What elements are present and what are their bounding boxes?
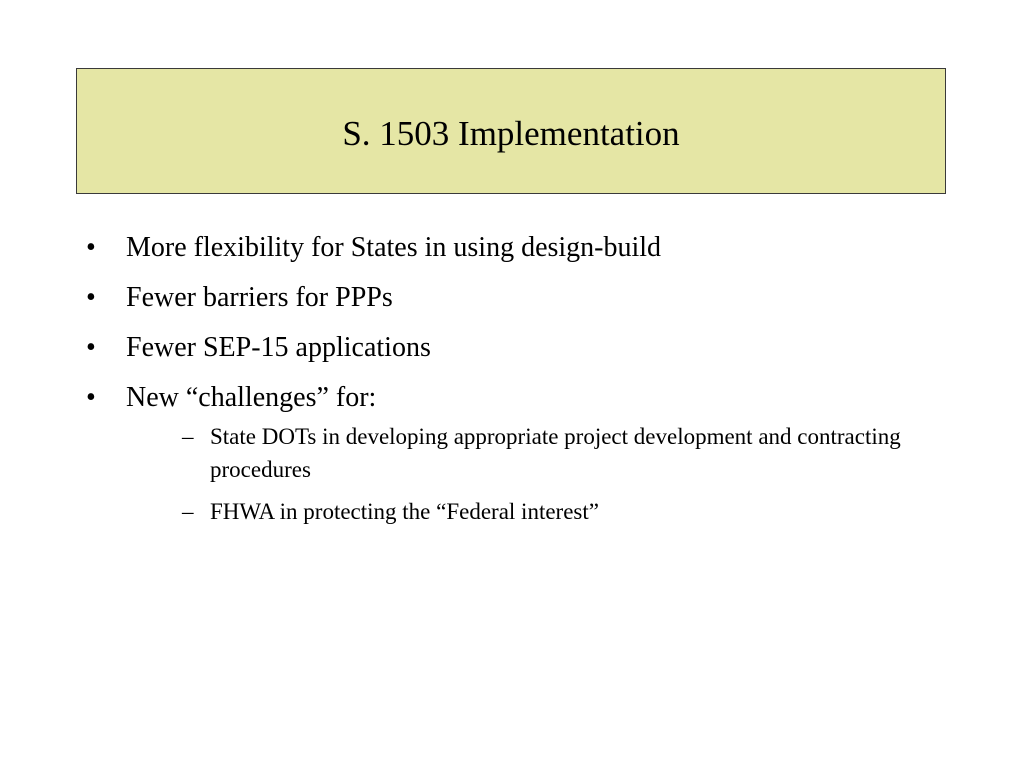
sub-bullet-item	[126, 420, 990, 486]
sub-bullet-item	[126, 495, 990, 528]
sub-bullet-text: FHWA in protecting the “Federal interest”	[210, 499, 599, 524]
bullet-text: New “challenges” for:	[126, 382, 377, 413]
title-box	[76, 68, 946, 194]
sub-bullet-marker: –	[182, 499, 194, 524]
bullet-marker: •	[86, 232, 96, 263]
bullet-item	[86, 228, 946, 268]
sub-bullet-text: State DOTs in developing appropriate project development and contracting procedures	[210, 424, 901, 482]
sub-bullet-marker: –	[182, 424, 194, 449]
bullet-item	[86, 328, 946, 368]
bullet-text: Fewer SEP-15 applications	[126, 332, 431, 363]
bullet-item	[86, 278, 946, 318]
slide-body	[86, 228, 946, 538]
sub-bullet-list	[126, 420, 946, 528]
bullet-text: More flexibility for States in using design-build	[126, 232, 662, 263]
bullet-marker: •	[86, 382, 96, 413]
slide-title: S. 1503 Implementation	[342, 113, 680, 153]
bullet-marker: •	[86, 332, 96, 363]
bullet-text: Fewer barriers for PPPs	[126, 282, 393, 313]
bullet-list	[86, 228, 946, 528]
bullet-marker: •	[86, 282, 96, 313]
bullet-item	[86, 378, 946, 528]
